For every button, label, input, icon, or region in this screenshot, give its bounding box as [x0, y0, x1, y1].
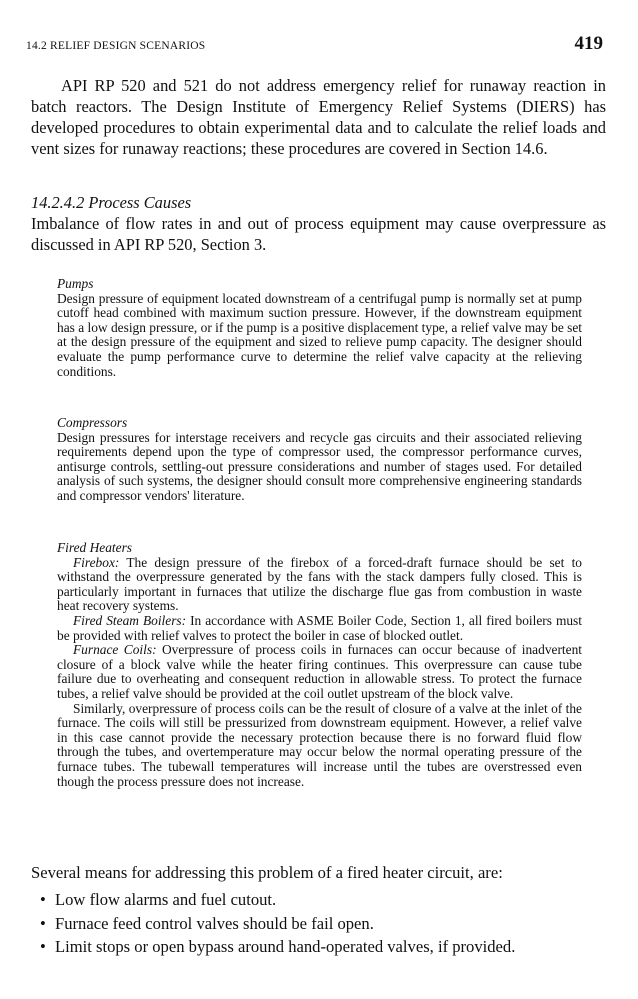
furnace-coils-paragraph — [57, 643, 582, 701]
section-paragraph: Imbalance of flow rates in and out of process equipment may cause overpressure as discussed in API RP 520, Section 3. — [31, 214, 606, 254]
list-item: • Low flow alarms and fuel cutout. — [40, 888, 620, 912]
fired-heaters-title: Fired Heaters — [57, 540, 132, 555]
similarly-paragraph: Similarly, overpressure of process coils can be the result of closure of a valve at the inlet of the furnace. The coils will still be pressurized from downstream equipment. However, a relief valve in this case cannot provide the necessary protection because there is no forward fluid flow through the tubes, and overtemperature may occur below the normal operating pressure of the furnace tubes. The tubewall temperatures will increase until the tubes are overstressed even though the process pressure does not increase. — [57, 700, 582, 789]
intro-paragraph: API RP 520 and 521 do not address emergency relief for runaway reaction in batch reactors. The Design Institute of Emergency Relief Systems (DIERS) has developed procedures to obtain experimental data and to calculate the relief loads and vent sizes for runaway reactions; these procedures are covered in Section 14.6. — [31, 76, 606, 158]
pumps-block — [57, 277, 582, 379]
steam-boilers-label: Fired Steam Boilers: — [73, 612, 187, 628]
fired-heaters-block — [57, 541, 582, 789]
list-item: • Furnace feed control valves should be fail open. — [40, 912, 620, 936]
furnace-coils-text: Overpressure of process coils in furnaces can occur because of inadvertent closure of a block valve while the heater firing continues. This overpressure can cause tube failure due to overheating and consequent reduction in allowable stress. To protect the furnace tubes, a relief valve should be provided at the coil outlet upstream of the block valve. — [57, 642, 582, 701]
pumps-title: Pumps — [57, 276, 94, 291]
firebox-text: The design pressure of the firebox of a forced-draft furnace should be set to withstand the overpressure generated by the fans with the stack dampers fully closed. This is particularly important in furnaces that utilize the discharge flue gas from combustion in waste heat recovery systems. — [57, 554, 582, 614]
compressors-text: Design pressures for interstage receivers and recycle gas circuits and their associated relieving requirements depend upon the type of compressor used, the compressor performance curves, antisurge controls, settling-out pressure considerations and number of stages used. For detailed analysis of such systems, the designer should consult more comprehensive engineering standards and compressor vendors' literature. — [57, 429, 582, 503]
list-item: • Limit stops or open bypass around hand-operated valves, if provided. — [40, 935, 620, 959]
closing-intro: Several means for addressing this problem of a fired heater circuit, are: — [31, 863, 503, 882]
page-number: 419 — [574, 33, 603, 54]
running-head: 14.2 RELIEF DESIGN SCENARIOS — [26, 40, 206, 52]
firebox-label: Firebox: — [73, 554, 120, 570]
pumps-text: Design pressure of equipment located downstream of a centrifugal pump is normally set at pump cutoff head combined with maximum suction pressure. However, if the downstream equipment has a low design pressure, or if the pump is a positive displacement type, a relief valve may be set at the design pressure of the equipment and sized to relieve pump capacity. The designer should evaluate the pump performance curve to determine the relief valve capacity at the relieving conditions. — [57, 290, 582, 379]
firebox-paragraph — [57, 556, 582, 614]
steam-boilers-text: In accordance with ASME Boiler Code, Section 1, all fired boilers must be provided with relief valves to protect the boiler in case of blocked outlet. — [57, 612, 582, 643]
bullet-list — [40, 888, 620, 959]
steam-boilers-paragraph — [57, 614, 582, 643]
compressors-title: Compressors — [57, 415, 128, 430]
section-heading: 14.2.4.2 Process Causes — [31, 193, 192, 212]
compressors-block — [57, 416, 582, 504]
furnace-coils-label: Furnace Coils: — [73, 642, 157, 658]
